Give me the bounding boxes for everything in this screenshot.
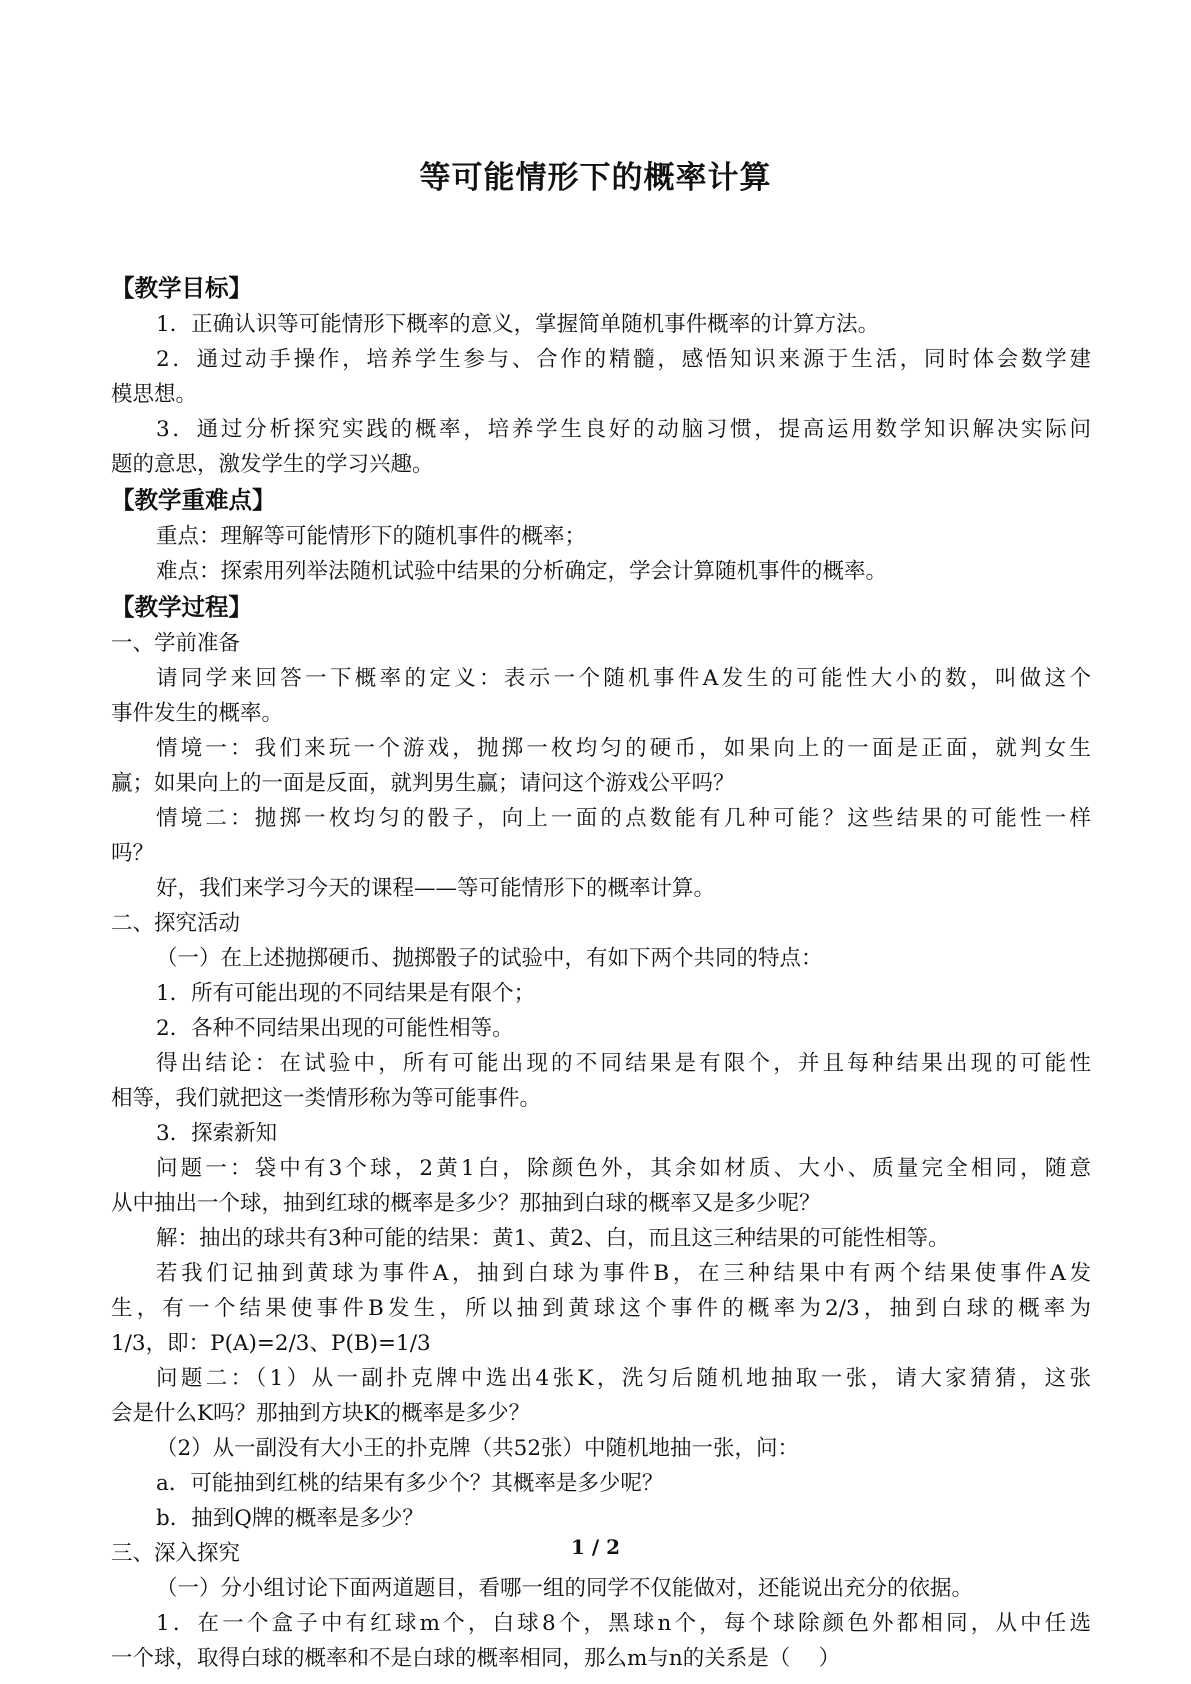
section-heading: 【教学过程】 xyxy=(111,593,252,621)
text-line: 2．通过动手操作，培养学生参与、合作的精髓，感悟知识来源于生活，同时体会数学建 xyxy=(156,347,1091,372)
page-title: 等可能情形下的概率计算 xyxy=(419,160,772,196)
text-line: 事件发生的概率。 xyxy=(111,701,284,726)
text-line: a．可能抽到红桃的结果有多少个？其概率是多少呢？ xyxy=(156,1471,664,1496)
text-line: （一）在上述抛掷硬币、抛掷骰子的试验中，有如下两个共同的特点： xyxy=(156,946,823,971)
text-line: 一、学前准备 xyxy=(111,631,241,656)
text-line: 解：抽出的球共有3种可能的结果：黄1、黄2、白，而且这三种结果的可能性相等。 xyxy=(156,1226,950,1251)
text-line: 1．正确认识等可能情形下概率的意义，掌握简单随机事件概率的计算方法。 xyxy=(156,312,880,337)
document-body xyxy=(111,270,1091,1676)
text-line: 1．所有可能出现的不同结果是有限个； xyxy=(156,981,536,1006)
text-line: 会是什么K吗？那抽到方块K的概率是多少？ xyxy=(111,1401,531,1426)
text-line: 2．各种不同结果出现的可能性相等。 xyxy=(156,1016,514,1041)
text-line: 题的意思，激发学生的学习兴趣。 xyxy=(111,452,434,477)
text-line: 好，我们来学习今天的课程——等可能情形下的概率计算。 xyxy=(156,876,716,901)
text-line: 生，有一个结果使事件B发生，所以抽到黄球这个事件的概率为2/3，抽到白球的概率为 xyxy=(111,1296,1091,1321)
text-line: 若我们记抽到黄球为事件A，抽到白球为事件B，在三种结果中有两个结果使事件A发 xyxy=(156,1261,1091,1286)
text-line: 情境二：抛掷一枚均匀的骰子，向上一面的点数能有几种可能？这些结果的可能性一样 xyxy=(156,806,1091,831)
text-line: 请同学来回答一下概率的定义：表示一个随机事件A发生的可能性大小的数，叫做这个 xyxy=(156,666,1091,691)
text-line: 重点：理解等可能情形下的随机事件的概率； xyxy=(156,524,587,549)
text-line: 难点：探索用列举法随机试验中结果的分析确定，学会计算随机事件的概率。 xyxy=(156,559,888,584)
text-line: b．抽到Q牌的概率是多少？ xyxy=(156,1506,424,1531)
text-line: 3．通过分析探究实践的概率，培养学生良好的动脑习惯，提高运用数学知识解决实际问 xyxy=(156,417,1091,442)
text-line: 问题一：袋中有3个球，2黄1白，除颜色外，其余如材质、大小、质量完全相同，随意 xyxy=(156,1156,1091,1181)
section-heading: 【教学重难点】 xyxy=(111,486,276,514)
page-number: 1 / 2 xyxy=(570,1535,621,1559)
text-line: 问题二：（1）从一副扑克牌中选出4张K，洗匀后随机地抽取一张，请大家猜猜，这张 xyxy=(156,1366,1091,1391)
text-line: （2）从一副没有大小王的扑克牌（共52张）中随机地抽一张，问： xyxy=(156,1436,800,1461)
text-line: 赢；如果向上的一面是反面，就判男生赢；请问这个游戏公平吗？ xyxy=(111,771,735,796)
text-line: 情境一：我们来玩一个游戏，抛掷一枚均匀的硬币，如果向上的一面是正面，就判女生 xyxy=(156,736,1091,761)
text-line: 二、探究活动 xyxy=(111,911,241,936)
text-line: 模思想。 xyxy=(111,382,198,407)
text-line: （一）分小组讨论下面两道题目，看哪一组的同学不仅能做对，还能说出充分的依据。 xyxy=(156,1576,974,1601)
section-heading: 【教学目标】 xyxy=(111,274,252,302)
text-line: 一个球，取得白球的概率和不是白球的概率相同，那么m与n的关系是（ ） xyxy=(111,1646,841,1671)
text-line: 从中抽出一个球，抽到红球的概率是多少？那抽到白球的概率又是多少呢？ xyxy=(111,1191,821,1216)
text-line: 相等，我们就把这一类情形称为等可能事件。 xyxy=(111,1086,542,1111)
text-line: 1/3，即：P(A)=2/3、P(B)=1/3 xyxy=(111,1331,431,1356)
text-line: 吗？ xyxy=(111,841,155,866)
text-line: 得出结论：在试验中，所有可能出现的不同结果是有限个，并且每种结果出现的可能性 xyxy=(156,1051,1091,1076)
text-line: 3．探索新知 xyxy=(156,1121,278,1146)
text-line: 三、深入探究 xyxy=(111,1541,241,1566)
text-line: 1．在一个盒子中有红球m个，白球8个，黑球n个，每个球除颜色外都相同，从中任选 xyxy=(156,1611,1091,1636)
